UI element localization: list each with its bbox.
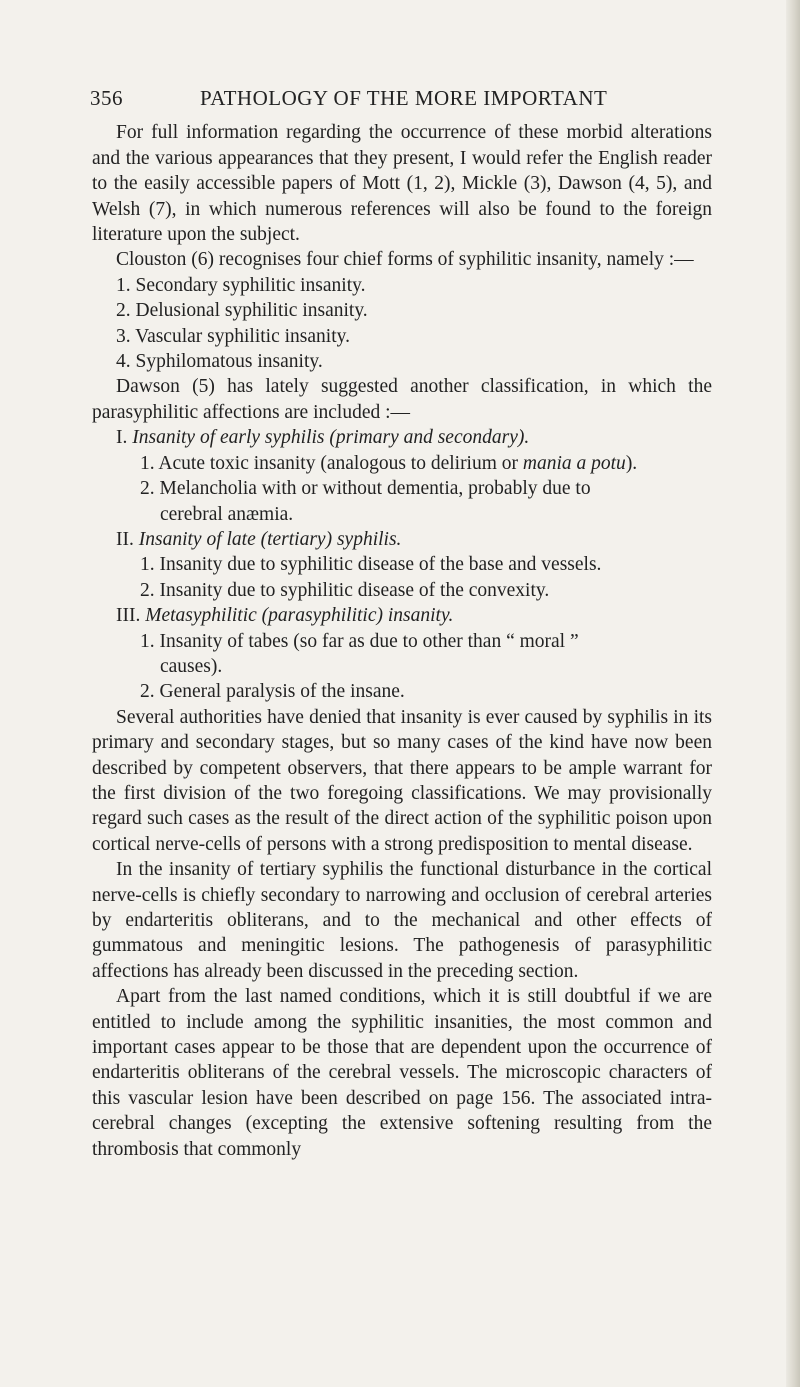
- clouston-list: [92, 273, 712, 375]
- page-number: 356: [90, 86, 123, 110]
- class-heading-ii: [92, 527, 712, 552]
- item-continuation: causes).: [160, 655, 223, 677]
- class-title: Insanity of early syphilis (primary and secondary).: [132, 427, 530, 449]
- dawson-classification: [92, 425, 712, 704]
- list-item: 2. Delusional syphilitic insanity.: [116, 300, 368, 322]
- running-header: [92, 86, 712, 111]
- list-item: 1. Secondary syphilitic insanity.: [116, 274, 366, 296]
- list-item: 2. General paralysis of the insane.: [140, 681, 405, 703]
- running-title: PATHOLOGY OF THE MORE IMPORTANT: [200, 86, 608, 110]
- item-text: 1. Insanity of tabes (so far as due to other than “ moral ”: [140, 630, 579, 652]
- list-item: [92, 451, 712, 476]
- item-italic: mania a potu: [522, 452, 626, 474]
- roman-numeral: II.: [116, 528, 134, 550]
- list-item: 1. Insanity due to syphilitic disease of the base and vessels.: [140, 554, 602, 576]
- list-item: [92, 476, 712, 527]
- item-text: 2. Melancholia with or without dementia, probably due to: [140, 478, 591, 500]
- paragraph-5: In the insanity of tertiary syphilis the functional disturbance in the cortical nerve-cells is chiefly secondary to narrowing and occlusion of cerebral arteries by endarteritis obliterans, and to the mechanical and other effects of gummatous and meningitic lesions. The pathogenesis of parasyphilitic affections has already been discussed in the preceding section.: [92, 859, 712, 982]
- paragraph-3: Dawson (5) has lately suggested another classification, in which the parasyphilitic affections are included :—: [92, 376, 712, 423]
- list-item: [92, 629, 712, 680]
- class-heading-iii: [92, 603, 712, 628]
- class-heading-i: [92, 425, 712, 450]
- list-item: 3. Vascular syphilitic insanity.: [116, 325, 350, 347]
- item-continuation: cerebral anæmia.: [160, 503, 294, 525]
- class-title: Metasyphilitic (parasyphilitic) insanity.: [145, 605, 454, 627]
- paragraph-1: For full information regarding the occurrence of these morbid alterations and the various appearances that they present, I would refer the English reader to the easily accessible papers of Mott (1, 2), Mickle (3), Dawson (4, 5), and Welsh (7), in which numerous references will also be found to the foreign literature upon the subject.: [92, 122, 712, 246]
- roman-numeral: I.: [116, 427, 128, 449]
- item-text: ).: [625, 452, 638, 474]
- book-page: [92, 86, 712, 1162]
- item-text: 1. Acute toxic insanity (analogous to delirium or: [140, 452, 523, 474]
- paragraph-2: Clouston (6) recognises four chief forms of syphilitic insanity, namely :—: [116, 249, 694, 271]
- class-title: Insanity of late (tertiary) syphilis.: [138, 528, 402, 550]
- list-item: 2. Insanity due to syphilitic disease of the convexity.: [140, 579, 550, 601]
- page-edge-shadow: [786, 0, 800, 1387]
- paragraph-6: Apart from the last named conditions, which it is still doubtful if we are entitled to include among the syphilitic insanities, the most common and important cases appear to be those that are dependent upon the occurrence of endarteritis obliterans of the cerebral vessels. The microscopic characters of this vascular lesion have been described on page 156. The associated intra-cerebral changes (excepting the extensive softening resulting from the thrombosis that commonly: [92, 986, 712, 1160]
- list-item: 4. Syphilomatous insanity.: [116, 351, 323, 373]
- paragraph-4: Several authorities have denied that insanity is ever caused by syphilis in its primary and secondary stages, but so many cases of the kind have now been described by competent observers, that there appears to be ample warrant for the first division of the two foregoing classifications. We may provisionally regard such cases as the result of the direct action of the syphilitic poison upon cortical nerve-cells of persons with a strong predisposition to mental disease.: [92, 706, 712, 855]
- roman-numeral: III.: [116, 605, 141, 627]
